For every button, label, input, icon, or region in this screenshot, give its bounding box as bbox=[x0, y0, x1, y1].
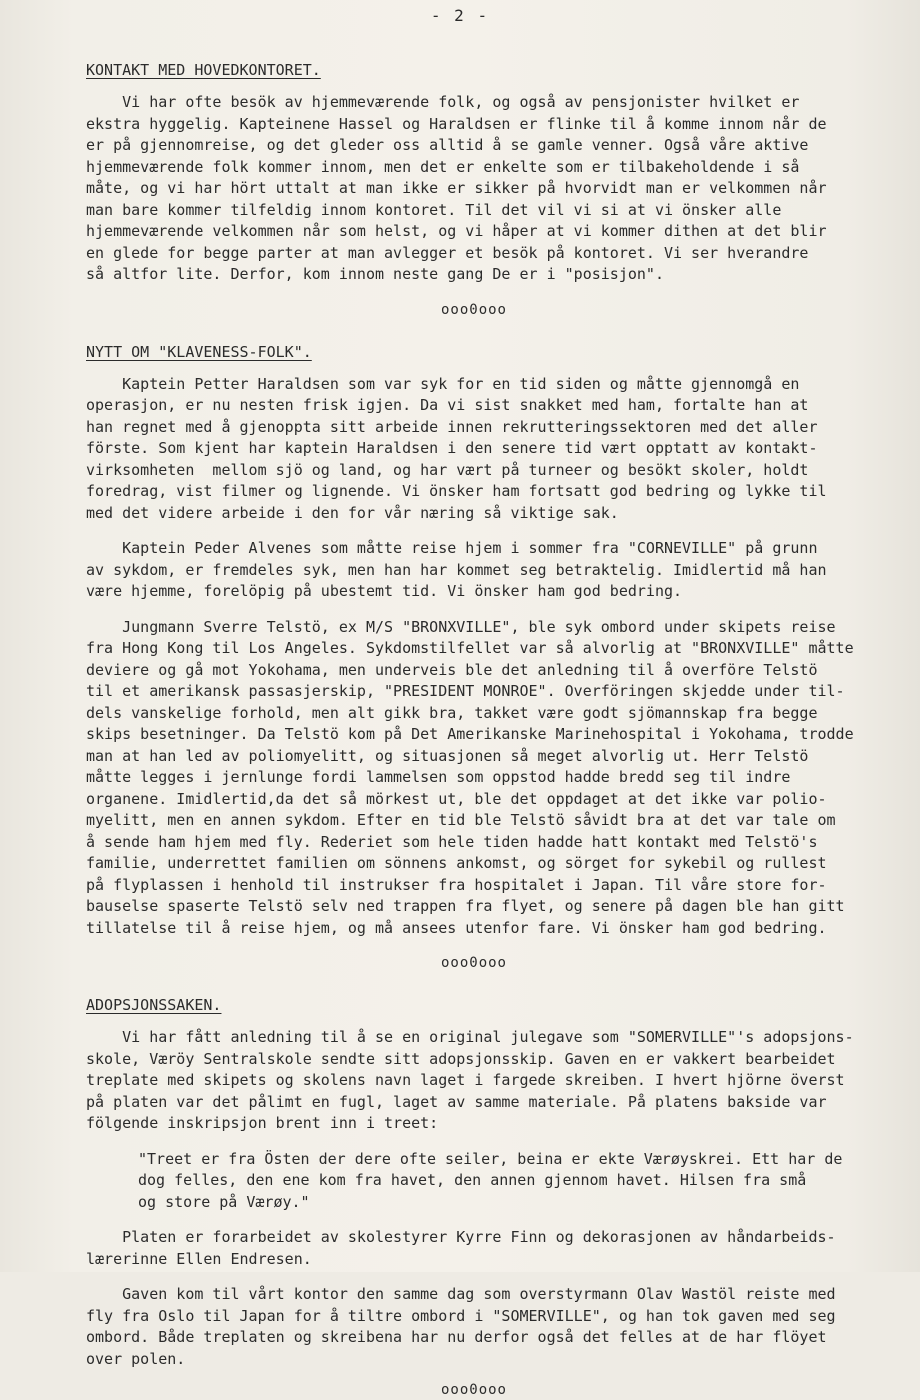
text-line: Vi har fått anledning til å se en original julegave som "SOMERVILLE"'s adopsjons- bbox=[86, 1028, 854, 1046]
text-line: dels vanskelige forhold, men alt gikk bra, takket være godt sjömannskap fra begge bbox=[86, 703, 818, 722]
text-line: foredrag, vist filmer og lignende. Vi önsker ham fortsatt god bedring og lykke til bbox=[86, 482, 827, 500]
text-line: med det videre arbeide i den for vår næring så viktige sak. bbox=[86, 503, 619, 522]
text-line: lærerinne Ellen Endresen. bbox=[86, 1249, 312, 1268]
page-number: - 2 - bbox=[430, 6, 490, 25]
text-line: fly fra Oslo til Japan for å tiltre ombord i "SOMERVILLE", og han tok gaven med seg bbox=[86, 1306, 836, 1325]
text-line: fölgende inskripsjon brent inn i treet: bbox=[86, 1114, 439, 1132]
text-line: over polen. bbox=[86, 1349, 186, 1368]
text-line: han regnet med å gjenoppta sitt arbeide innen rekrutteringssektoren med det aller bbox=[86, 417, 818, 436]
text-line: ekstra hyggelig. Kapteinene Hassel og Haraldsen er flinke til å komme innom når de bbox=[86, 114, 827, 133]
text-line: ombord. Både treplaten og skreibena har nu derfor også det felles at de har flöyet bbox=[86, 1328, 827, 1346]
text-line: Kaptein Peder Alvenes som måtte reise hjem i sommer fra "CORNEVILLE" på grunn bbox=[86, 539, 818, 557]
text-line: være hjemme, forelöpig på ubestemt tid. Vi önsker ham god bedring. bbox=[86, 582, 683, 600]
text-line: skole, Væröy Sentralskole sendte sitt adopsjonsskip. Gaven en er vakkert bearbeidet bbox=[86, 1049, 836, 1068]
section-heading-kontakt: KONTAKT MED HOVEDKONTORET. bbox=[86, 61, 321, 79]
document-body bbox=[86, 60, 862, 1400]
section-heading-nytt-om-klaveness-folk: NYTT OM "KLAVENESS-FOLK". bbox=[86, 342, 312, 361]
paragraph bbox=[86, 617, 862, 940]
text-line: og store på Værøy." bbox=[138, 1192, 310, 1211]
text-line: operasjon, er nu nesten frisk igjen. Da vi sist snakket med ham, fortalte han at bbox=[86, 396, 809, 414]
text-line: familie, underrettet familien om sönnens ankomst, og sörget for sykebil og rullest bbox=[86, 854, 827, 872]
text-line: Vi har ofte besök av hjemmeværende folk, og også av pensjonister hvilket er bbox=[86, 93, 800, 111]
text-line: på flyplassen i henhold til instrukser fra hospitalet i Japan. Til våre store for- bbox=[86, 875, 827, 894]
paragraph bbox=[86, 538, 862, 603]
paragraph bbox=[86, 1227, 862, 1270]
text-line: deviere og gå mot Yokohama, men underveis ble det anledning til å overföre Telstö bbox=[86, 660, 818, 679]
text-line: "Treet er fra Östen der dere ofte seiler, beina er ekte Værøyskrei. Ett har de bbox=[138, 1149, 843, 1168]
text-line: virksomheten mellom sjö og land, og har vært på turneer og besökt skoler, holdt bbox=[86, 460, 809, 479]
text-line: hjemmeværende folk kommer innom, men det er enkelte som er tilbakeholdende i så bbox=[86, 157, 800, 176]
text-line: Platen er forarbeidet av skolestyrer Kyrre Finn og dekorasjonen av håndarbeids- bbox=[86, 1228, 836, 1246]
text-line: organene. Imidlertid,da det så mörkest ut, ble det oppdaget at det ikke var polio- bbox=[86, 789, 827, 808]
text-line: er på gjennomreise, og det gleder oss alltid å se gamle venner. Også våre aktive bbox=[86, 136, 809, 154]
text-line: til et amerikansk passasjerskip, "PRESIDENT MONROE". Overföringen skjedde under til- bbox=[86, 682, 845, 700]
text-line: Gaven kom til vårt kontor den samme dag som overstyrmann Olav Wastöl reiste med bbox=[86, 1285, 836, 1303]
paragraph bbox=[86, 1284, 862, 1370]
text-line: Kaptein Petter Haraldsen som var syk for en tid siden og måtte gjennomgå en bbox=[86, 374, 800, 393]
text-line: skips besetninger. Da Telstö kom på Det Amerikanske Marinehospital i Yokohama, trodde bbox=[86, 725, 854, 743]
paragraph bbox=[86, 374, 862, 525]
text-line: måtte legges i jernlunge fordi lammelsen som oppstod hadde bredd seg til indre bbox=[86, 768, 791, 786]
text-line: man at han led av poliomyelitt, og situasjonen så meget alvorlig ut. Herr Telstö bbox=[86, 746, 809, 765]
text-line: så altfor lite. Derfor, kom innom neste gang De er i "posisjon". bbox=[86, 265, 664, 283]
text-line: Jungmann Sverre Telstö, ex M/S "BRONXVILLE", ble syk ombord under skipets reise bbox=[86, 617, 836, 636]
text-line: treplate med skipets og skolens navn laget i fargede skreiben. I hvert hjörne överst bbox=[86, 1071, 845, 1089]
text-line: måte, og vi har hört uttalt at man ikke er sikker på hvorvidt man er velkommen når bbox=[86, 179, 827, 197]
text-line: bauselse spaserte Telstö selv ned trappen fra flyet, og senere på dagen ble han gitt bbox=[86, 897, 845, 915]
text-line: hjemmeværende velkommen når som helst, og vi håper at vi kommer dithen at det blir bbox=[86, 222, 827, 240]
text-line: myelitt, men en annen sykdom. Efter en tid ble Telstö såvidt bra at det var tale om bbox=[86, 811, 836, 829]
text-line: av sykdom, er fremdeles syk, men han har kommet seg betraktelig. Imidlertid må han bbox=[86, 560, 827, 579]
section-heading-adopsjonssaken: ADOPSJONSSAKEN. bbox=[86, 996, 222, 1014]
section-separator: ooo0ooo bbox=[440, 955, 507, 971]
text-line: fra Hong Kong til Los Angeles. Sykdomstilfellet var så alvorlig at "BRONXVILLE" måtte bbox=[86, 639, 854, 657]
text-line: på platen var det pålimt en fugl, laget av samme materiale. På platens bakside var bbox=[86, 1092, 827, 1111]
text-line: man bare kommer tilfeldig innom kontoret. Til det vil vi si at vi önsker alle bbox=[86, 200, 782, 219]
paragraph bbox=[86, 1027, 862, 1135]
section-separator: ooo0ooo bbox=[440, 1382, 507, 1398]
text-line: dog felles, den ene kom fra havet, den annen gjennom havet. Hilsen fra små bbox=[138, 1171, 807, 1189]
text-line: tillatelse til å reise hjem, og må ansees utenfor fare. Vi önsker ham god bedring. bbox=[86, 918, 827, 937]
text-line: förste. Som kjent har kaptein Haraldsen i den senere tid vært opptatt av kontakt- bbox=[86, 439, 818, 457]
paragraph bbox=[86, 92, 862, 286]
text-line: å sende ham hjem med fly. Rederiet som hele tiden hadde hatt kontakt med Telstö's bbox=[86, 832, 818, 851]
section-separator: ooo0ooo bbox=[440, 301, 507, 318]
text-line: en glede for begge parter at man avlegger et besök på kontoret. Vi ser hverandre bbox=[86, 243, 809, 262]
quoted-inscription bbox=[86, 1149, 862, 1214]
